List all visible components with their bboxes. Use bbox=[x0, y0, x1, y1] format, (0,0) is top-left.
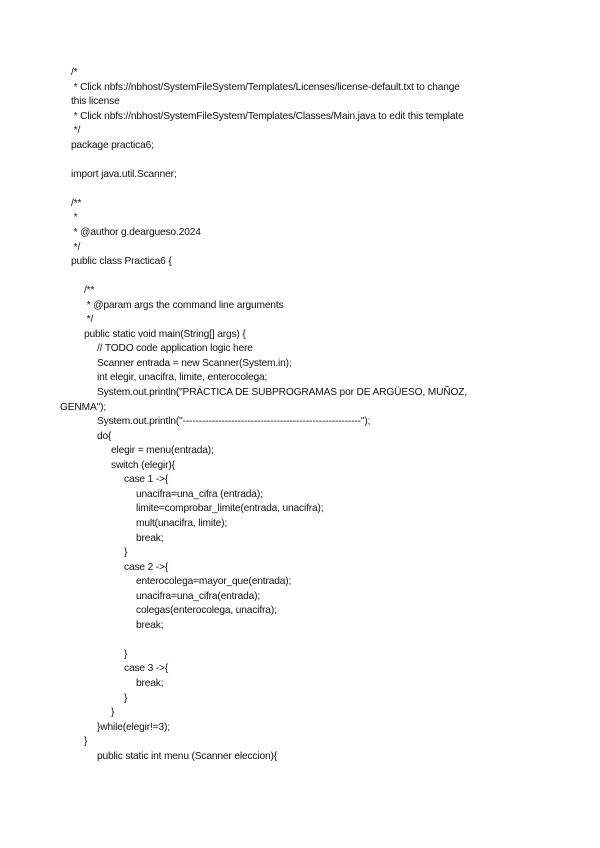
code-line: } bbox=[124, 648, 128, 660]
code-line: break; bbox=[136, 532, 164, 544]
code-line: */ bbox=[84, 314, 94, 326]
code-line bbox=[0, 153, 600, 168]
code-line: */ bbox=[71, 125, 81, 137]
code-line: import java.util.Scanner; bbox=[71, 168, 177, 180]
code-line: unacifra=una_cifra(entrada); bbox=[136, 590, 261, 602]
code-line: limite=comprobar_limite(entrada, unacifra); bbox=[136, 503, 324, 515]
code-line: GENMA"); bbox=[60, 401, 106, 413]
code-line: elegir = menu(entrada); bbox=[111, 445, 214, 457]
code-line: unacifra=una_cifra (entrada); bbox=[136, 488, 263, 500]
code-line: } bbox=[124, 692, 128, 704]
code-line: // TODO code application logic here bbox=[97, 343, 253, 355]
code-line: break; bbox=[136, 677, 164, 689]
code-line: } bbox=[111, 707, 115, 719]
code-line: } bbox=[84, 736, 88, 748]
code-line: } bbox=[124, 547, 128, 559]
code-line: do{ bbox=[97, 430, 112, 442]
code-line: enterocolega=mayor_que(entrada); bbox=[136, 576, 292, 588]
code-line: case 2 ->{ bbox=[124, 561, 169, 573]
code-line: /** bbox=[71, 197, 82, 209]
code-line: /* bbox=[71, 67, 78, 78]
code-line: * bbox=[71, 212, 78, 224]
code-line: * @author g.deargueso.2024 bbox=[71, 227, 201, 239]
code-line: this license bbox=[71, 96, 120, 108]
code-line: System.out.println("-------------------------------------------------------"); bbox=[97, 416, 371, 428]
code-line bbox=[0, 633, 600, 648]
code-line: }while(elegir!=3); bbox=[97, 721, 170, 733]
code-line: public static void main(String[] args) { bbox=[84, 328, 246, 340]
code-line: int elegir, unacifra, limite, enterocolega; bbox=[97, 372, 268, 384]
code-listing bbox=[0, 66, 600, 764]
code-line: * Click nbfs://nbhost/SystemFileSystem/Templates/Classes/Main.java to edit this template bbox=[71, 110, 464, 122]
code-line: mult(unacifra, limite); bbox=[136, 517, 228, 529]
code-line: */ bbox=[71, 241, 81, 253]
code-line: case 3 ->{ bbox=[124, 663, 169, 675]
code-line bbox=[0, 182, 600, 197]
code-line: switch (elegir){ bbox=[111, 459, 175, 471]
code-line: break; bbox=[136, 619, 164, 631]
code-line: package practica6; bbox=[71, 139, 154, 151]
code-line: /** bbox=[84, 285, 95, 297]
code-line: * Click nbfs://nbhost/SystemFileSystem/Templates/Licenses/license-default.txt to change bbox=[71, 81, 460, 93]
code-line: public static int menu (Scanner eleccion){ bbox=[97, 750, 278, 762]
code-line bbox=[0, 270, 600, 285]
code-line: colegas(enterocolega, unacifra); bbox=[136, 605, 277, 617]
code-line: public class Practica6 { bbox=[71, 256, 172, 268]
code-line: * @param args the command line arguments bbox=[84, 299, 284, 311]
code-line: case 1 ->{ bbox=[124, 474, 169, 486]
code-line: System.out.println("PRÁCTICA DE SUBPROGRAMAS por DE ARGÜESO, MUÑOZ, bbox=[97, 387, 468, 399]
code-line: Scanner entrada = new Scanner(System.in); bbox=[97, 357, 292, 369]
